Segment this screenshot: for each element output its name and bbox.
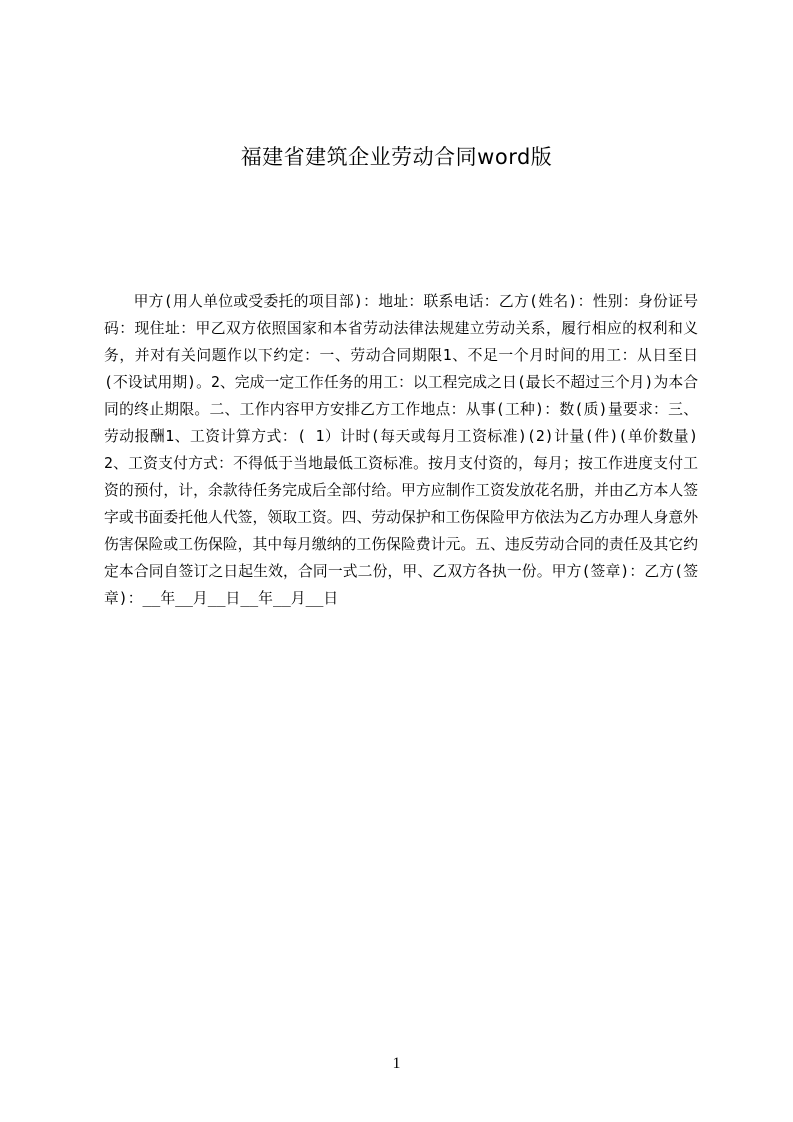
contract-body-text: 甲方(用人单位或受委托的项目部)：地址：联系电话：乙方(姓名)：性别：身份证号码：现住址：甲乙双方依照国家和本省劳动法律法规建立劳动关系，履行相应的权利和义务，并对有关问题作以下约定：一、劳动合同期限1、不足一个月时间的用工：从日至日(不设试用期)。2、完成一定工作任务的用工：以工程完成之日(最长不超过三个月)为本合同的终止期限。二、工作内容甲方安排乙方工作地点：从事(工种)：数(质)量要求：三、劳动报酬1、工资计算方式：( 1）计时(每天或每月工资标准)(2)计量(件)(单价数量)2、工资支付方式：不得低于当地最低工资标准。按月支付资的，每月；按工作进度支付工资的预付，计，余款待任务完成后全部付给。甲方应制作工资发放花名册，并由乙方本人签字或书面委托他人代签，领取工资。四、劳动保护和工伤保险甲方依法为乙方办理人身意外伤害保险或工伤保险，其中每月缴纳的工伤保险费计元。五、违反劳动合同的责任及其它约定本合同自签订之日起生效，合同一式二份，甲、乙双方各执一份。甲方(签章)：乙方(签章)：__年__月__日__年__月__日 [104,293,698,607]
document-title: 福建省建筑企业劳动合同word版 [240,145,553,169]
page-number: 1 [392,1055,401,1072]
